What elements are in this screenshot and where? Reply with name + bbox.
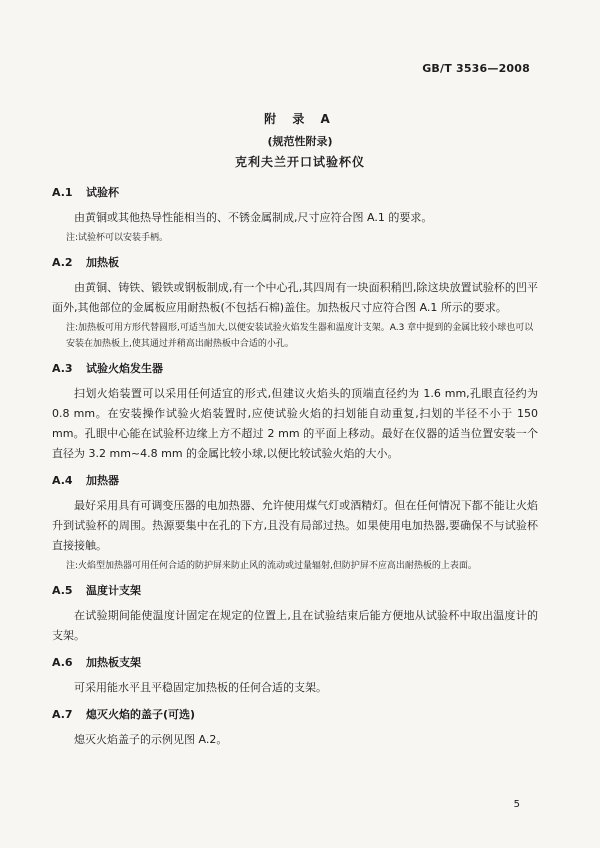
section-note: 注:加热板可用方形代替圆形,可适当加大,以便安装试验火焰发生器和温度计支架。A.3 章中提到的金属比较小球也可以安装在加热板上,使其通过并稍高出耐热板中合适的小孔。 <box>66 323 534 349</box>
section-a6 <box>52 654 538 698</box>
section-a3 <box>52 360 538 464</box>
section-heading <box>52 360 538 376</box>
appendix-type: (规范性附录) <box>267 135 333 148</box>
section-number: A.2 <box>52 256 73 269</box>
section-paragraph: 最好采用具有可调变压器的电加热器、允许使用煤气灯或酒精灯。但在任何情况下都不能让火焰升到试验杯的周围。热源要集中在孔的下方,且没有局部过热。如果使用电加热器,要确保不与试验杯直接接触。 <box>52 499 538 552</box>
section-a1 <box>52 184 538 246</box>
section-title: 加热板 <box>86 256 119 269</box>
section-paragraph: 由黄铜、铸铁、锻铁或钢板制成,有一个中心孔,其四周有一块面积稍凹,除这块放置试验杯的凹平面外,其他部位的金属板应用耐热板(不包括石棉)盖住。加热板尺寸应符合图 A.1 所示的要求。 <box>52 281 538 314</box>
appendix-heading <box>0 110 600 170</box>
section-number: A.5 <box>52 584 73 597</box>
section-heading <box>52 254 538 270</box>
section-title: 试验杯 <box>86 186 119 199</box>
section-a2 <box>52 254 538 352</box>
section-title: 试验火焰发生器 <box>86 362 163 375</box>
section-note: 注:火焰型加热器可用任何合适的防护屏来防止风的流动或过量辐射,但防护屏不应高出耐热板的上表面。 <box>66 561 477 571</box>
section-title: 温度计支架 <box>86 584 141 597</box>
section-a5 <box>52 582 538 646</box>
section-number: A.6 <box>52 656 73 669</box>
section-heading <box>52 582 538 598</box>
appendix-name: 克利夫兰开口试验杯仪 <box>234 155 365 169</box>
section-paragraph: 可采用能水平且平稳固定加热板的任何合适的支架。 <box>74 681 327 694</box>
section-number: A.4 <box>52 474 73 487</box>
section-paragraph: 扫划火焰装置可以采用任何适宜的形式,但建议火焰头的顶端直径约为 1.6 mm,孔眼直径约为 0.8 mm。在安装操作试验火焰装置时,应使试验火焰的扫划能自动重复,扫划的半径不小于 150 mm。孔眼中心能在试验杯边缘上方不超过 2 mm 的平面上移动。最好在仪器的适当位置安装一个直径为 3.2 mm~4.8 mm 的金属比较小球,以便比较试验火焰的大小。 <box>52 387 538 460</box>
section-heading <box>52 184 538 200</box>
section-title: 加热器 <box>86 474 119 487</box>
section-heading <box>52 654 538 670</box>
section-number: A.3 <box>52 362 73 375</box>
section-heading <box>52 706 538 722</box>
section-title: 加热板支架 <box>86 656 141 669</box>
standard-code: GB/T 3536—2008 <box>422 62 530 75</box>
document-body <box>52 170 538 750</box>
section-title: 熄灭火焰的盖子(可选) <box>86 708 196 721</box>
section-number: A.1 <box>52 186 73 199</box>
section-paragraph: 由黄铜或其他热导性能相当的、不锈金属制成,尺寸应符合图 A.1 的要求。 <box>74 211 433 224</box>
section-heading <box>52 472 538 488</box>
appendix-title: 附 录 A <box>264 112 336 126</box>
section-note: 注:试验杯可以安装手柄。 <box>66 233 169 243</box>
section-paragraph: 熄灭火焰盖子的示例见图 A.2。 <box>74 733 228 746</box>
section-paragraph: 在试验期间能使温度计固定在规定的位置上,且在试验结束后能方便地从试验杯中取出温度计的支架。 <box>52 609 538 642</box>
section-a4 <box>52 472 538 574</box>
page-number: 5 <box>513 799 520 810</box>
section-number: A.7 <box>52 708 73 721</box>
section-a7 <box>52 706 538 750</box>
